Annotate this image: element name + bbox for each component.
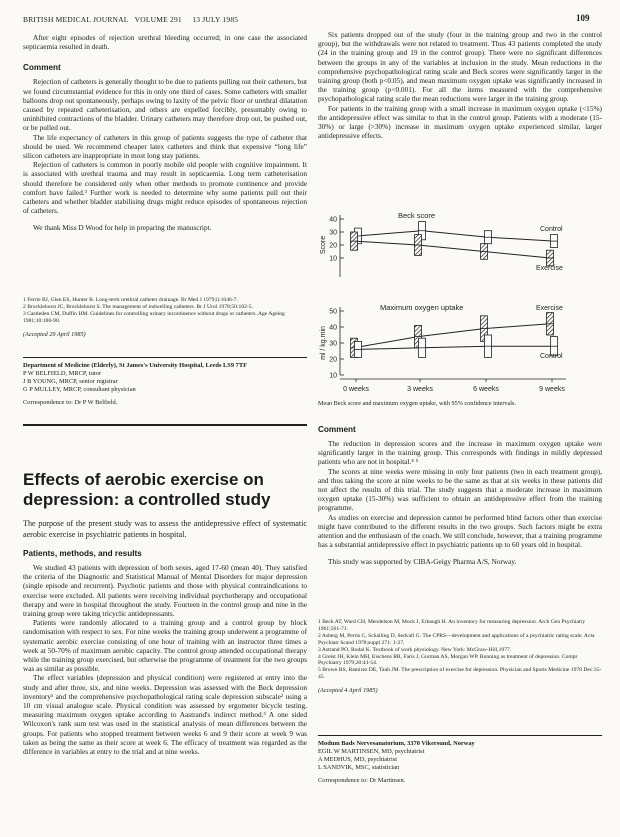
y-tick-label: 40	[329, 216, 337, 224]
reference-item: 3 Castleden CM, Duffin HM. Guidelines for controlling urinary incontinence without drugs or catheters. Age Ageing 1981;10:186-90.	[23, 310, 285, 324]
comment-paragraph-3: Rejection of catheters is common in poorly mobile old people with cognitive impairment. It is associated with urethral trauma and may result in septicaemia. Long term catheterisation should therefore be considered only when other methods to promote continence and provide comfort have failed.³ Further work is needed to determine why some patients pull out their catheters and whether bladder stabilising drugs might reduce episodes of spontaneous rejection of catheters.	[23, 160, 307, 216]
author-line: J B YOUNG, MRCP, senior registrar	[23, 378, 118, 385]
oxygen-uptake-chart	[320, 303, 566, 393]
comment-paragraph-2: The life expectancy of catheters in this group of patients suggests the type of catheter that should be used. We recommend cheaper latex catheters and think that expensive “long life” silicon catheters are inappropriate in most long stay patients.	[23, 132, 307, 161]
left-affiliation	[23, 362, 307, 407]
y-axis-label: ml / kg.min	[320, 326, 327, 360]
divider	[23, 357, 307, 358]
discussion-paragraph-1: The reduction in depression scores and the increase in maximum oxygen uptake were significantly larger in the training group. This corresponds with findings in mildly depressed patients who are not in hospital.⁴ ⁵	[318, 439, 602, 467]
divider	[318, 735, 602, 736]
figure-charts	[318, 203, 602, 393]
journal-name: BRITISH MEDICAL JOURNAL	[23, 15, 129, 24]
y-tick-label: 20	[329, 242, 337, 250]
accepted-date: (Accepted 29 April 1985)	[23, 330, 86, 338]
chart-title: Maximum oxygen uptake	[380, 303, 464, 312]
accepted-date-right: (Accepted 4 April 1985)	[318, 687, 378, 695]
affiliation-institution: Modum Bads Nervesanatorium, 3370 Vikersund, Norway	[318, 740, 475, 747]
article-divider	[23, 424, 307, 426]
y-tick-label: 40	[329, 324, 337, 332]
correspondence-right: Correspondence to: Dr Martinsen.	[318, 777, 406, 784]
y-tick-label: 30	[329, 340, 337, 348]
affiliation-dept: Department of Medicine (Elderly), St James's University Hospital, Leeds LS9 7TF	[23, 362, 248, 369]
series-label-exercise: Exercise	[536, 304, 563, 312]
journal-date: 13 JULY 1985	[192, 15, 239, 24]
y-tick-label: 50	[329, 308, 337, 316]
methods-paragraph-1: We studied 43 patients with depression of both sexes, aged 17-60 (mean 40). They satisfied the criteria of the Diagnostic and Statistical Manual of Mental Disorders for major depression (single episode and recurrent). Psychotic patients and those with physical contraindications to exercise were excluded. All patients were receiving individual psychotherapy and occupational therapy and were in hospital throughout the study. Fourteen in the control group and nine in the training group were taking tricyclic antidepressants.	[23, 563, 307, 619]
right-affiliation	[318, 740, 602, 785]
methods-section	[23, 549, 307, 756]
series-label-exercise: Exercise	[536, 265, 563, 272]
running-header	[23, 15, 238, 24]
acknowledgement: We thank Miss D Wood for help in preparing the manuscript.	[33, 223, 212, 233]
x-tick-label: 6 weeks	[473, 386, 499, 393]
y-tick-label: 10	[329, 255, 337, 263]
author-line: P W BELFIELD, MRCP, tutor	[23, 370, 101, 377]
series-line-control	[358, 346, 554, 349]
series-line-exercise	[354, 241, 550, 258]
methods-paragraph-3: The effect variables (depression and physical condition) were registered at entry into the study and after three, six, and nine weeks. Depression was assessed with the Beck depression inventory¹ and the comprehensive psychopathological rating scale depression subscale² using a 10 cm visual analogue scale. Physical condition was assessed by ergometer bicycle testing, measuring maximum oxygen uptake according to Aastrand's indirect method.³ A one sided Wilcoxon's rank sum test was used in the statistical analysis of mean differences between the groups. For patients who stopped treatment between weeks 6 and 9 their score at week 9 was taken as being the same as their score at week 6. The efficacy of treatment was regarded as the difference in variables at entry to the trial and at nine weeks.	[23, 673, 307, 757]
series-line-exercise	[354, 324, 550, 348]
x-tick-label: 0 weeks	[343, 386, 369, 393]
title-line-1: Effects of aerobic exercise on	[23, 470, 264, 489]
lead-paragraph: The purpose of the present study was to assess the antidepressive effect of systematic aerobic exercise in psychiatric patients in hospital.	[23, 519, 307, 539]
author-line: EGIL W MARTINSEN, MD, psychiatrist	[318, 748, 425, 755]
correspondence-left: Correspondence to: Dr P W Belfield.	[23, 399, 118, 406]
right-references	[318, 619, 602, 695]
author-line: L SANDVIK, MSC, statistician	[318, 764, 400, 771]
article-lead	[23, 519, 307, 540]
y-tick-label: 10	[329, 372, 337, 380]
series-label-control: Control	[540, 353, 563, 361]
left-references	[23, 297, 307, 338]
right-column-bottom	[318, 425, 602, 567]
chart-title: Beck score	[398, 211, 436, 220]
author-line: A MEDHUS, MD, psychiatrist	[318, 756, 397, 763]
comment-paragraph-1: Rejection of catheters is generally thought to be due to patients pulling out their catheters, but we found circumstantial evidence for this in only one third of cases. Some catheters with smaller balloons drop out spontaneously, perhaps owing to laxity of the pelvic floor or urethral dilatation caused by repeated catheterisation, and others are expelled forcibly, presumably owing to uninhibited contractions of the bladder. Urinary catheters may therefore drop out, be pushed out, or be pulled out.	[23, 77, 307, 133]
reference-item: 1 Ferrie BJ, Glen ES, Hunter B. Long-term urethral catheter drainage. Br Med J 1979;ii:1046-7.	[23, 297, 238, 303]
y-axis-label: Score	[320, 235, 327, 255]
figure-caption: Mean Beck score and maximum oxygen uptake, with 95% confidence intervals.	[318, 400, 516, 407]
discussion-paragraph-2: The scores at nine weeks were missing in only four patients (two in each treatment group), and thus taking the score at nine weeks to be the same as that at six weeks in these patients did not affect the results of this trial. The study suggests that a moderate increase in maximum oxygen uptake (15-30%) was sufficient to obtain an antidepressive effect from the training programme.	[318, 466, 602, 513]
results-paragraph-1: Six patients dropped out of the study (four in the training group and two in the control group), but the withdrawals were not related to treatment. Thus 43 patients completed the study (24 in the training group and 19 in the control group). There were no significant differences between the groups in any of the variables at inclusion in the study. Mean reductions in the comprehensive psychopathological rating scale and Beck scores were significantly larger in the training group (both p<0.05), and mean maximum oxygen uptake was significantly increased in the training group (p<0.001). For all the items measured with the comprehensive psychopathological rating scale the mean reductions were larger in the training group.	[318, 30, 602, 104]
methods-paragraph-2: Patients were randomly allocated to a training group and a control group by block randomisation with respect to sex. For nine weeks the training group underwent a programme of systematic aerobic exercise consisting of one hour of training with an instructor three times a week at 50-70% of maximum aerobic capacity. The control group attended occupational therapy while the training group exercised, but otherwise the programme of treatment for the two groups was as similar as possible.	[23, 618, 307, 674]
funding-note: This study was supported by CIBA-Geigy Pharma A/S, Norway.	[328, 557, 517, 567]
y-tick-label: 20	[329, 356, 337, 364]
reference-item: 3 Astrand PO, Rodal K. Textbook of work physiology. New York: McGraw-Hill,1977.	[318, 646, 512, 653]
right-column-top	[318, 30, 602, 140]
title-line-2: depression: a controlled study	[23, 490, 271, 509]
discussion-paragraph-3: As studies on exercise and depression cannot be performed blind factors other than exercise might have contributed to the different results in the two groups. Such factors might be extra attention and the enthusiasm of the coach. We still conclude, however, that a training programme has a substantial antidepressive effect in psychiatric patients up to 60 years old in hospital.	[318, 512, 602, 550]
x-tick-label: 3 weeks	[407, 386, 433, 393]
reference-item: 2 Brocklehurst JC, Brocklehurst S. The management of indwelling catheters. Br J Urol 1978;50:102-5.	[23, 303, 253, 310]
x-tick-label: 9 weeks	[539, 386, 565, 393]
results-paragraph-2: For patients in the training group with a small increase in maximum oxygen uptake (<15%) the antidepressive effect was similar to that in the control group. Patients with a moderate (15-30%) or large (>30%) increase in maximum oxygen uptake experienced similar, larger antidepressive effects.	[318, 103, 602, 141]
left-column-top	[23, 33, 307, 233]
reference-item: 5 Brown RS, Ramirez DE, Taub JM. The prescription of exercise for depression. Physician and Sports Medicine 1978 Dec:35-45.	[318, 667, 602, 681]
comment-heading-right: Comment	[318, 425, 356, 434]
journal-volume: VOLUME 291	[134, 15, 182, 24]
author-line: G P MULLEY, MRCP, consultant physician	[23, 386, 136, 393]
beck-score-chart	[320, 211, 563, 277]
y-tick-label: 30	[329, 229, 337, 237]
methods-heading: Patients, methods, and results	[23, 549, 142, 558]
series-label-control: Control	[540, 226, 563, 234]
page-number: 109	[576, 13, 590, 23]
figure-caption-wrap	[318, 400, 602, 408]
reference-item: 1 Beck AT, Ward CH, Mendelson M, Mock J, Erbaugh H. An inventory for measuring depression. Arch Gen Psychiatry 1961;561-71.	[318, 619, 586, 632]
reference-item: 2 Asberg M, Perris C, Schalling D, Sedvall G. The CPRS—development and applications of a psychiatric rating scale. Acta Psychiatr Scand 1978;suppl 271: 1-27.	[318, 632, 595, 646]
comment-heading-left: Comment	[23, 63, 61, 73]
series-line-control	[358, 231, 554, 241]
article-title	[23, 470, 307, 510]
reference-item: 4 Greist JH, Klein MH, Eischens RR, Faris J, Gurman AS, Morgan WP. Running as treatment of depression. Compr Psychiatry 1979;20:41-54.	[318, 653, 578, 667]
intro-paragraph: After eight episodes of rejection urethral bleeding occurred; in one case the associated septicaemia resulted in death.	[23, 33, 307, 52]
